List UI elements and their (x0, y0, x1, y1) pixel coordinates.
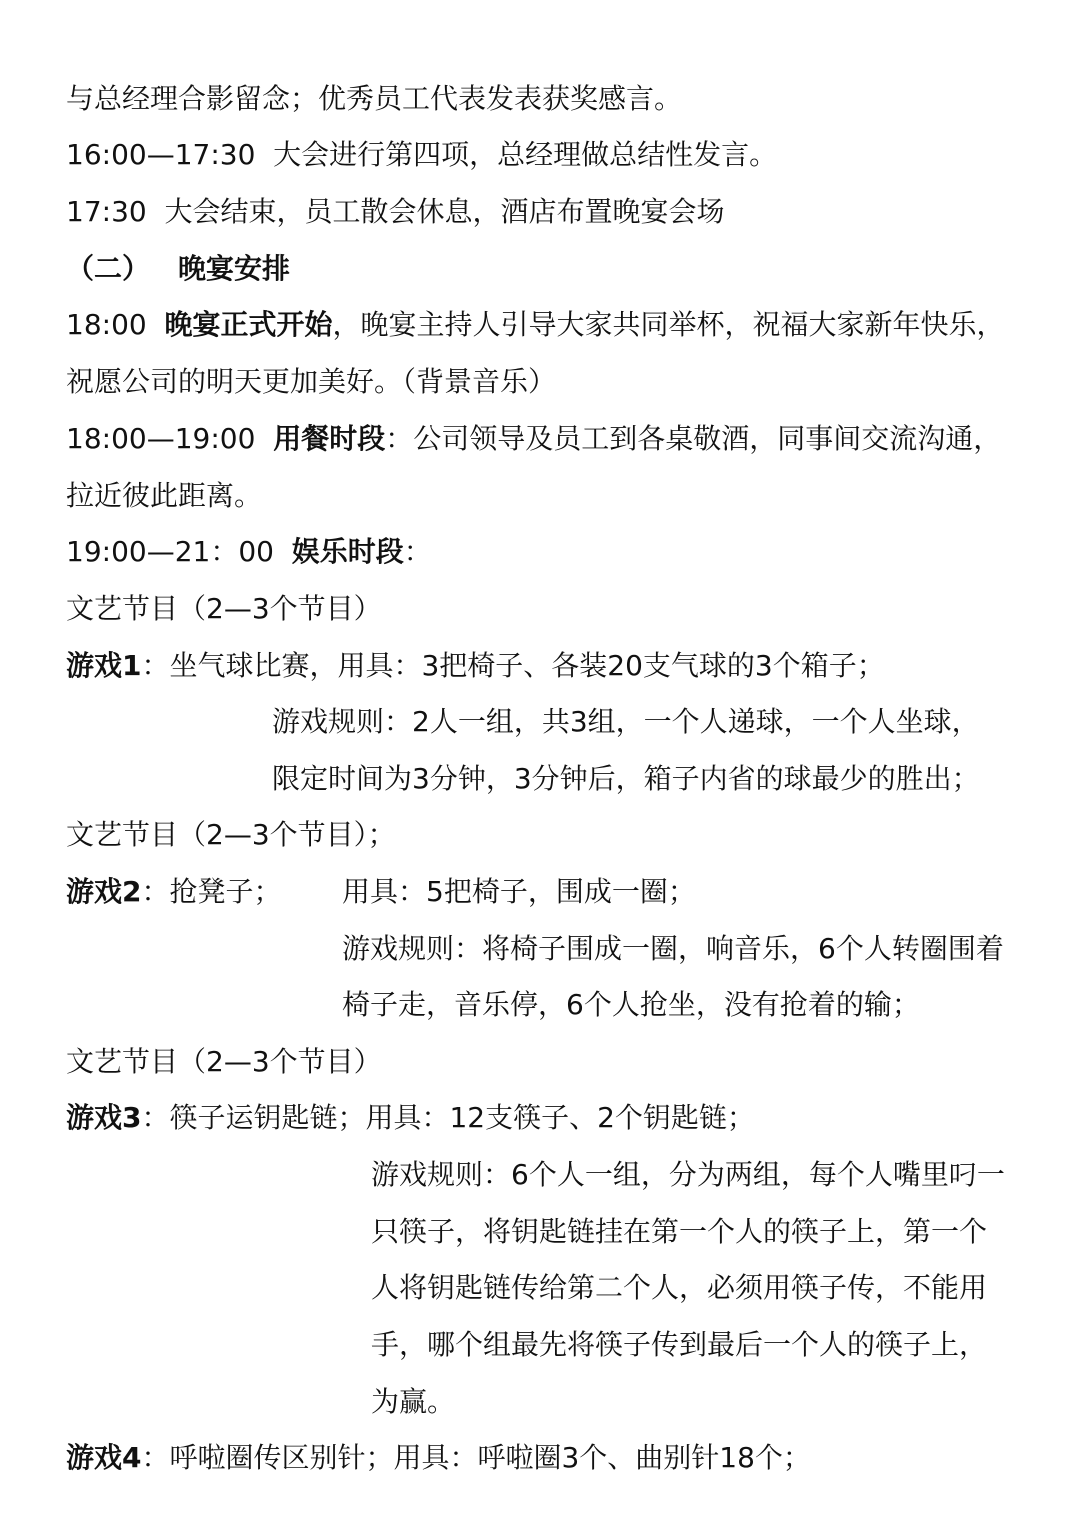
section-title: 晚宴安排 (178, 252, 291, 285)
text-line-game-2-rules-a (342, 929, 1004, 969)
text-line-game-2 (66, 872, 282, 912)
text-colon: ： (403, 535, 432, 568)
text-game-rules: 限定时间为3分钟，3分钟后，箱子内省的球最少的胜出； (272, 762, 980, 795)
text-game-3: ：筷子运钥匙链；用具：12支筷子、2个钥匙链； (141, 1101, 755, 1134)
time-label: 18:00 (66, 308, 165, 341)
text-game-rules: 只筷子，将钥匙链挂在第一个人的筷子上，第一个 (371, 1215, 988, 1248)
text-line-closer (66, 476, 262, 516)
text-awards: 与总经理合影留念；优秀员工代表发表获奖感言。 (66, 82, 683, 115)
text-game-rules: 游戏规则：将椅子围成一圈，响音乐，6个人转圈围着 (342, 932, 1004, 965)
text-dinner-start: ，晚宴主持人引导大家共同举杯，祝福大家新年快乐， (332, 308, 1005, 341)
text-game-2: ：抢凳子； (141, 875, 282, 908)
text-performance: 文艺节目（2—3个节目） (66, 1045, 382, 1078)
text-line-game-1 (66, 646, 885, 686)
time-label: 19:00—21：00 (66, 535, 292, 568)
game-label: 游戏1 (66, 649, 142, 682)
text-line-summary-speech (66, 135, 777, 175)
text-line-game-3-rules-e (371, 1382, 455, 1422)
text-line-meeting-end (66, 192, 725, 232)
text-performance: 文艺节目（2—3个节目）； (66, 818, 396, 851)
section-heading-dinner (66, 249, 290, 289)
text-game-rules: 手，哪个组最先将筷子传到最后一个人的筷子上， (371, 1328, 988, 1361)
text-line-wish (66, 362, 556, 402)
text-line-game-1-rules-b (272, 759, 980, 799)
text-game-1: ：坐气球比赛，用具：3把椅子、各装20支气球的3个箱子； (141, 649, 885, 682)
text-line-game-3-rules-a (371, 1155, 1005, 1195)
text-line-entertainment (66, 532, 432, 572)
text-game-rules: 椅子走，音乐停，6个人抢坐，没有抢着的输； (342, 988, 920, 1021)
bold-label: 用餐时段 (273, 422, 386, 455)
text-game-rules: 人将钥匙链传给第二个人，必须用筷子传，不能用 (371, 1271, 988, 1304)
text-wish: 祝愿公司的明天更加美好。（背景音乐） (66, 365, 557, 398)
text-line-game-2-rules-b (342, 985, 920, 1025)
section-number: （二） (66, 252, 151, 285)
bold-label: 晚宴正式开始 (164, 308, 333, 341)
text-game-rules: 游戏规则：2人一组，共3组，一个人递球，一个人坐球， (272, 705, 980, 738)
text-line-game-3-rules-c (371, 1268, 987, 1308)
game-label: 游戏3 (66, 1101, 142, 1134)
text-line-game-2-tools (342, 872, 696, 912)
text-line-performance-3 (66, 1042, 382, 1082)
text-line-performance-2 (66, 815, 396, 855)
text-line-game-3-rules-d (371, 1325, 987, 1365)
text-closer: 拉近彼此距离。 (66, 479, 263, 512)
text-line-game-3 (66, 1098, 755, 1138)
text-game-4: ：呼啦圈传区别针；用具：呼啦圈3个、曲别针18个； (141, 1441, 811, 1474)
text-line-game-1-rules-a (272, 702, 980, 742)
text-line-meal-time (66, 419, 1001, 459)
text-line-awards (66, 79, 682, 119)
text-summary-speech: 16:00—17:30 大会进行第四项，总经理做总结性发言。 (66, 138, 778, 171)
game-label: 游戏2 (66, 875, 142, 908)
text-performance: 文艺节目（2—3个节目） (66, 592, 382, 625)
time-label: 18:00—19:00 (66, 422, 274, 455)
text-meeting-end: 17:30 大会结束，员工散会休息，酒店布置晚宴会场 (66, 195, 725, 228)
text-game-tools: 用具：5把椅子，围成一圈； (342, 875, 696, 908)
bold-label: 娱乐时段 (291, 535, 404, 568)
text-game-rules: 游戏规则：6个人一组，分为两组，每个人嘴里叼一 (371, 1158, 1005, 1191)
text-game-rules: 为赢。 (371, 1385, 456, 1418)
text-line-performance-1 (66, 589, 382, 629)
text-line-game-3-rules-b (371, 1212, 987, 1252)
text-line-dinner-start (66, 305, 1005, 345)
game-label: 游戏4 (66, 1441, 142, 1474)
text-meal-time: ：公司领导及员工到各桌敬酒，同事间交流沟通， (385, 422, 1002, 455)
text-line-game-4 (66, 1438, 811, 1478)
